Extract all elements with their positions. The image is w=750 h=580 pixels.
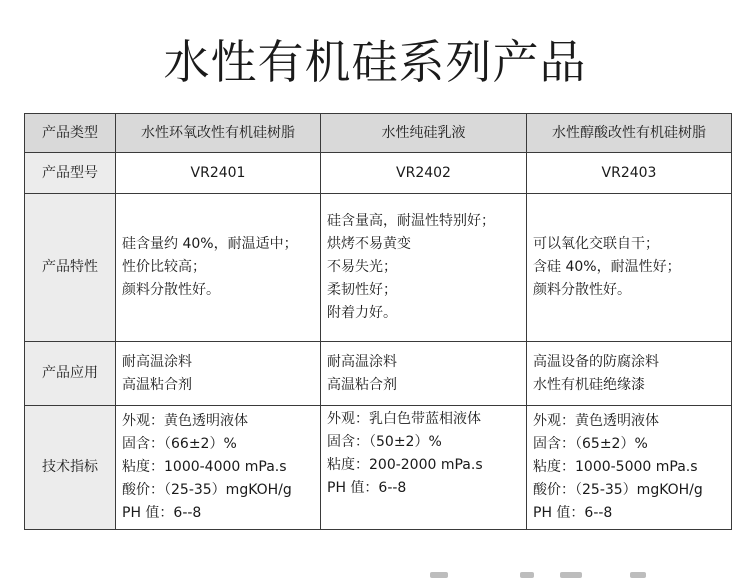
text-line: 外观：黄色透明液体 [122,413,248,429]
text-remnant-mark [520,572,534,578]
text-line: 颜料分散性好。 [533,282,631,298]
text-line: PH 值：6--8 [122,505,202,521]
text-line: PH 值：6--8 [327,480,407,496]
text-line: 耐高温涂料 [327,353,397,370]
product-spec-table [24,113,732,530]
row-label: 产品型号 [25,153,116,194]
text-line: 高温粘合剂 [122,376,192,393]
text-line: 固含：（66±2）% [122,436,237,452]
text-line: 含硅 40%，耐温性好； [533,259,681,275]
specs-cell-1 [116,406,321,530]
page-title: 水性有机硅系列产品 [163,35,587,89]
text-line: 酸价：（25-35）mgKOH/g [122,482,292,498]
text-line: 可以氧化交联自干； [533,236,659,252]
text-line: 高温设备的防腐涂料 [533,353,659,370]
specs-cell-3 [527,406,732,530]
model-cell-3: VR2403 [527,153,732,194]
text-line: 附着力好。 [327,305,397,321]
text-line: 烘烤不易黄变 [327,236,411,252]
model-cell-2: VR2402 [321,153,527,194]
text-line: 高温粘合剂 [327,376,397,393]
cropped-text-remnant [0,572,750,580]
header-label-cell: 产品类型 [25,114,116,153]
text-line: 粘度：1000-4000 mPa.s [122,459,287,475]
header-product-3: 水性醇酸改性有机硅树脂 [527,114,732,153]
row-features [25,194,732,342]
text-line: 硅含量约 40%，耐温适中； [122,236,298,252]
text-line: PH 值：6--8 [533,505,613,521]
applications-cell-2 [321,342,527,406]
features-cell-2 [321,194,527,342]
text-line: 硅含量高，耐温性特别好； [327,213,495,229]
applications-cell-1 [116,342,321,406]
row-specifications [25,406,732,530]
features-cell-1 [116,194,321,342]
header-row [25,114,732,153]
text-line: 外观：乳白色带蓝相液体 [327,411,481,427]
model-cell-1: VR2401 [116,153,321,194]
text-line: 不易失光； [327,259,397,275]
row-model [25,153,732,194]
row-applications [25,342,732,406]
text-line: 粘度：1000-5000 mPa.s [533,459,698,475]
text-line: 固含：（65±2）% [533,436,648,452]
text-remnant-mark [560,572,582,578]
text-line: 性价比较高； [122,259,206,275]
features-cell-3 [527,194,732,342]
applications-cell-3 [527,342,732,406]
row-label: 产品应用 [25,342,116,406]
text-line: 固含：（50±2）% [327,434,442,450]
text-remnant-mark [430,572,448,578]
row-label: 技术指标 [25,406,116,530]
text-line: 水性有机硅绝缘漆 [533,376,645,393]
text-line: 颜料分散性好。 [122,282,220,298]
header-product-1: 水性环氧改性有机硅树脂 [116,114,321,153]
text-remnant-mark [630,572,646,578]
header-product-2: 水性纯硅乳液 [321,114,527,153]
text-line: 酸价：（25-35）mgKOH/g [533,482,703,498]
specs-cell-2 [321,406,527,530]
text-line: 耐高温涂料 [122,353,192,370]
text-line: 粘度：200-2000 mPa.s [327,457,483,473]
text-line: 柔韧性好； [327,282,397,298]
row-label: 产品特性 [25,194,116,342]
text-line: 外观：黄色透明液体 [533,413,659,429]
